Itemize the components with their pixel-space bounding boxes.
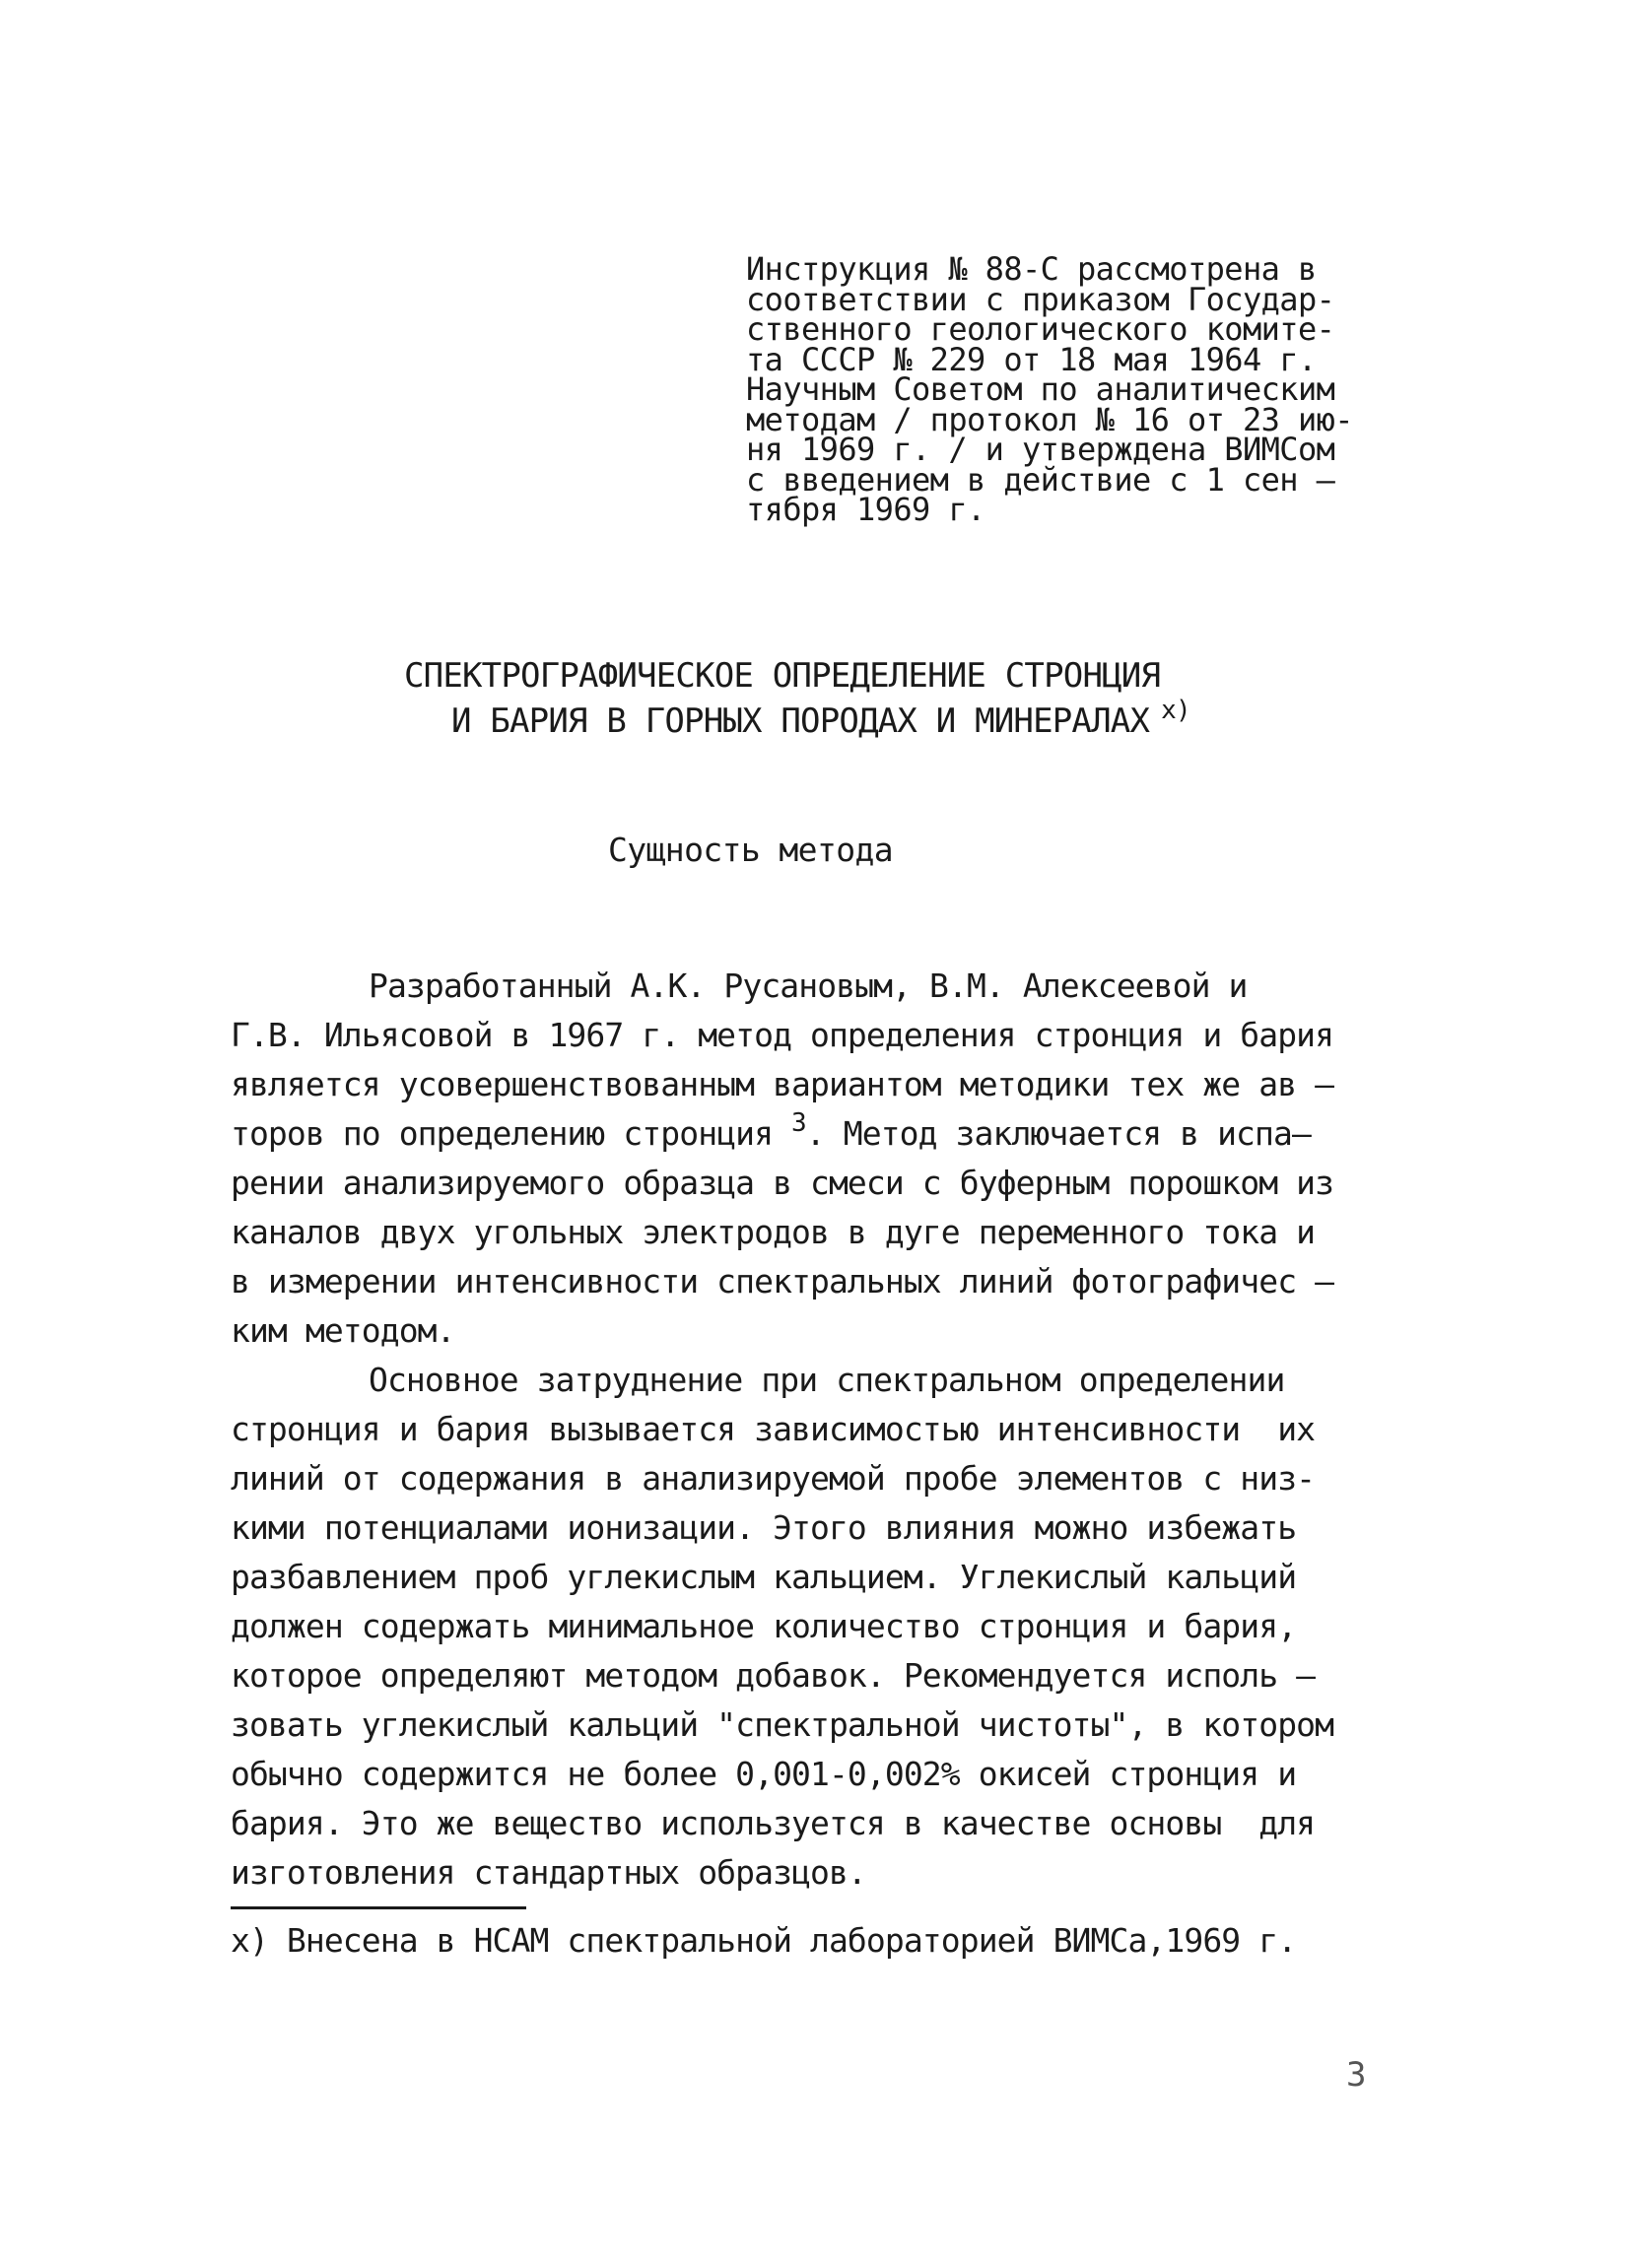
title-line-2-text: И БАРИЯ В ГОРНЫХ ПОРОДАХ И МИНЕРАЛАХ — [451, 701, 1150, 741]
paragraph-2-line: линий от содержания в анализируемой пробе элементов с низ- — [231, 1459, 1316, 1498]
paragraph-2-line: должен содержать минимальное количество стронция и бария, — [231, 1607, 1297, 1645]
approval-line: ственного геологического комите- — [746, 310, 1335, 348]
paragraph-2-line: кими потенциалами ионизации. Этого влияния можно избежать — [231, 1508, 1297, 1547]
approval-note — [746, 250, 1456, 528]
title-line-2 — [404, 696, 1291, 744]
section-heading: Сущность метода — [608, 831, 894, 869]
paragraph-1-line — [231, 1109, 1453, 1159]
approval-line: методам / протокол № 16 от 23 ию- — [746, 400, 1353, 438]
paragraph-1-line: рении анализируемого образца в смеси с буферным порошком из — [231, 1164, 1334, 1202]
footnote: х) Внесена в НСАМ спектральной лабораторией ВИМСа,1969 г. — [231, 1921, 1297, 1960]
paragraph-1-line: каналов двух угольных электродов в дуге переменного тока и — [231, 1213, 1316, 1251]
title-footnote-mark: х) — [1161, 696, 1190, 725]
document-title — [404, 653, 1291, 744]
approval-line: соответствии с приказом Государ- — [746, 280, 1335, 318]
body-text — [231, 962, 1453, 1898]
paragraph-1-line-text: торов по определению стронция — [231, 1114, 792, 1153]
paragraph-2-line: Основное затруднение при спектральном определении — [369, 1361, 1285, 1399]
page-number: 3 — [1346, 2055, 1367, 2095]
title-line-1: СПЕКТРОГРАФИЧЕСКОЕ ОПРЕДЕЛЕНИЕ СТРОНЦИЯ — [404, 656, 1161, 696]
approval-line: тября 1969 г. — [746, 491, 985, 528]
paragraph-1-line: ким методом. — [231, 1311, 455, 1350]
approval-line: та СССР № 229 от 18 мая 1964 г. — [746, 340, 1317, 378]
approval-line: Инструкция № 88-С рассмотрена в — [746, 250, 1317, 288]
paragraph-2-line: зовать углекислый кальций "спектральной чистоты", в котором — [231, 1705, 1334, 1744]
reference-number: 3 — [791, 1108, 806, 1138]
paragraph-2-line: разбавлением проб углекислым кальцием. Углекислый кальций — [231, 1558, 1297, 1596]
paragraph-2-line: которое определяют методом добавок. Рекомендуется исполь – — [231, 1656, 1316, 1695]
paragraph-2-line: бария. Это же вещество используется в качестве основы для — [231, 1804, 1316, 1842]
paragraph-2-line: обычно содержится не более 0,001-0,002% окисей стронция и — [231, 1755, 1297, 1793]
approval-line: ня 1969 г. / и утверждена ВИМСом — [746, 431, 1335, 468]
approval-line: Научным Советом по аналитическим — [746, 370, 1335, 408]
paragraph-1-line: Г.В. Ильясовой в 1967 г. метод определения стронция и бария — [231, 1016, 1334, 1054]
paragraph-1-line: в измерении интенсивности спектральных линий фотографичес – — [231, 1262, 1334, 1301]
approval-line: с введением в действие с 1 сен – — [746, 460, 1335, 499]
footnote-divider — [231, 1906, 526, 1909]
paragraph-2-line: изготовления стандартных образцов. — [231, 1853, 866, 1892]
paragraph-1-line: Разработанный А.К. Русановым, В.М. Алексеевой и — [369, 967, 1248, 1005]
paragraph-1-line: является усовершенствованным вариантом методики тех же ав – — [231, 1065, 1334, 1103]
paragraph-1-line-text: . Метод заключается в испа– — [805, 1114, 1311, 1153]
paragraph-2-line: стронция и бария вызывается зависимостью интенсивности их — [231, 1410, 1316, 1448]
